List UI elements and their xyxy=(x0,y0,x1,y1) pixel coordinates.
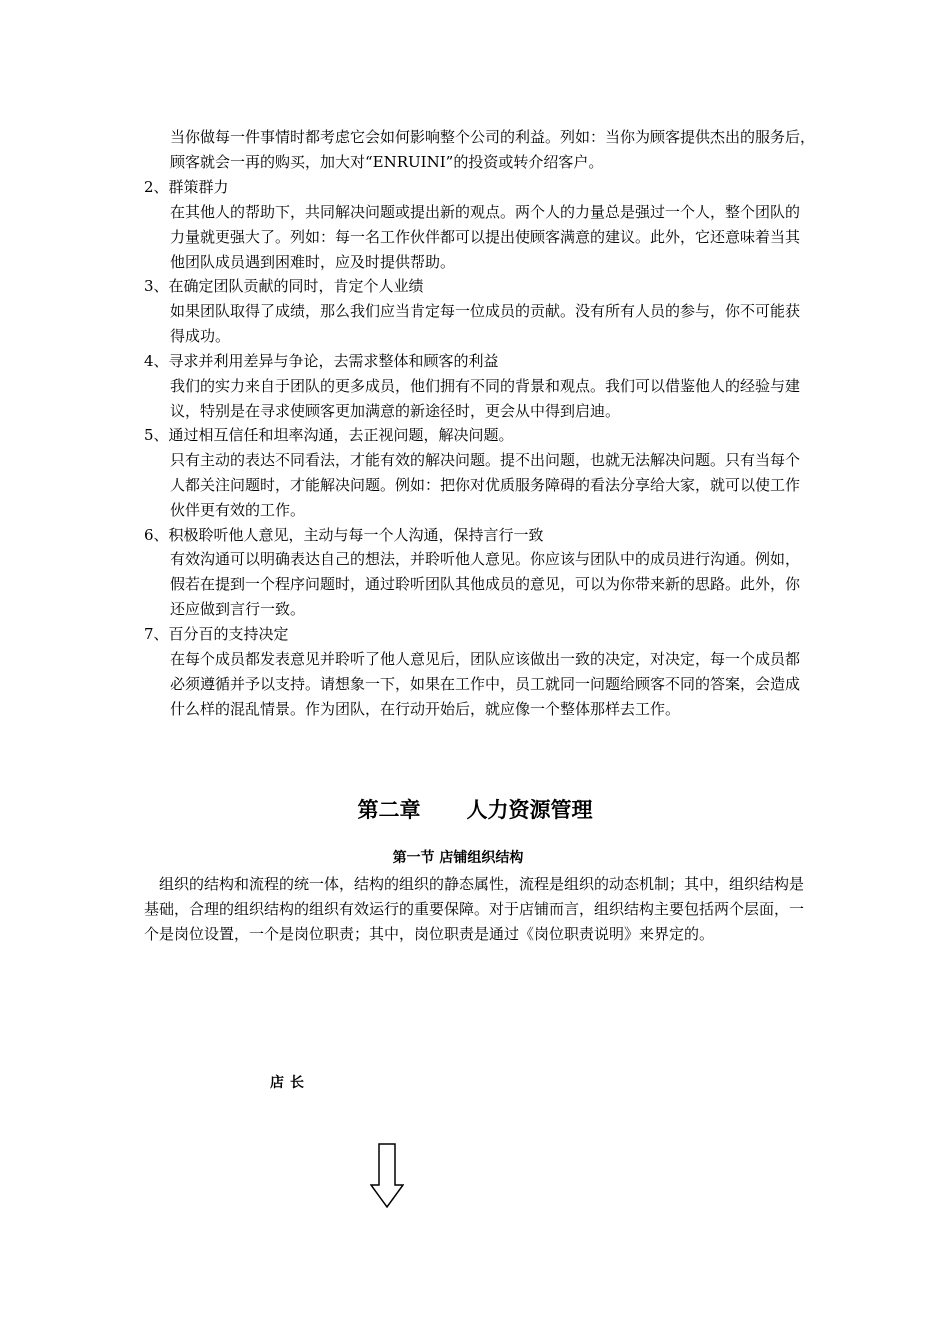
item-heading: 4、寻求并利用差异与争论，去需求整体和顾客的利益 xyxy=(144,352,499,370)
item-heading: 7、百分百的支持决定 xyxy=(144,625,289,643)
section-paragraph-line: 个是岗位设置，一个是岗位职责；其中，岗位职责是通过《岗位职责说明》来界定的。 xyxy=(144,925,715,943)
item-heading: 5、通过相互信任和坦率沟通，去正视问题，解决问题。 xyxy=(144,426,514,444)
section-title: 第一节 店铺组织结构 xyxy=(392,850,524,866)
item-line: 得成功。 xyxy=(170,327,231,345)
item-line: 他团队成员遇到困难时，应及时提供帮助。 xyxy=(170,253,456,271)
item-line: 人都关注问题时，才能解决问题。例如：把你对优质服务障碍的看法分享给大家，就可以使工作 xyxy=(170,476,801,494)
intro-line: 当你做每一件事情时都考虑它会如何影响整个公司的利益。列如：当你为顾客提供杰出的服务后， xyxy=(170,128,816,146)
item-line: 假若在提到一个程序问题时，通过聆听团队其他成员的意见，可以为你带来新的思路。此外，你 xyxy=(170,575,801,593)
org-role-store-manager: 店长 xyxy=(270,1075,310,1091)
item-line: 在每个成员都发表意见并聆听了他人意见后，团队应该做出一致的决定，对决定，每一个成员都 xyxy=(170,650,801,668)
item-line: 我们的实力来自于团队的更多成员，他们拥有不同的背景和观点。我们可以借鉴他人的经验与建 xyxy=(170,377,801,395)
chapter-title: 人力资源管理 xyxy=(466,798,593,822)
item-line: 还应做到言行一致。 xyxy=(170,600,306,618)
intro-line: 顾客就会一再的购买，加大对“ENRUINI”的投资或转介绍客户。 xyxy=(170,153,604,171)
item-line: 力量就更强大了。列如：每一名工作伙伴都可以提出使顾客满意的建议。此外，它还意味着当其 xyxy=(170,228,801,246)
item-line: 议，特别是在寻求使顾客更加满意的新途径时，更会从中得到启迪。 xyxy=(170,402,621,420)
item-line: 必须遵循并予以支持。请想象一下，如果在工作中，员工就同一问题给顾客不同的答案，会造成 xyxy=(170,675,801,693)
item-line: 什么样的混乱情景。作为团队，在行动开始后，就应像一个整体那样去工作。 xyxy=(170,700,681,718)
item-line: 伙伴更有效的工作。 xyxy=(170,501,306,519)
chapter-number: 第二章 xyxy=(357,798,421,822)
section-paragraph-line: 组织的结构和流程的统一体，结构的组织的静态属性，流程是组织的动态机制；其中，组织结构是 xyxy=(144,875,805,893)
item-line: 只有主动的表达不同看法，才能有效的解决问题。提不出问题，也就无法解决问题。只有当每个 xyxy=(170,451,801,469)
chapter-heading xyxy=(0,796,950,824)
item-line: 有效沟通可以明确表达自己的想法，并聆听他人意见。你应该与团队中的成员进行沟通。例如， xyxy=(170,550,801,568)
item-heading: 2、群策群力 xyxy=(144,178,229,196)
arrow-down-icon xyxy=(370,1143,404,1213)
item-heading: 6、积极聆听他人意见，主动与每一个人沟通，保持言行一致 xyxy=(144,526,544,544)
item-line: 如果团队取得了成绩，那么我们应当肯定每一位成员的贡献。没有所有人员的参与，你不可能获 xyxy=(170,302,801,320)
section-paragraph-line: 基础，合理的组织结构的组织有效运行的重要保障。对于店铺而言，组织结构主要包括两个层面，一 xyxy=(144,900,805,918)
item-heading: 3、在确定团队贡献的同时，肯定个人业绩 xyxy=(144,277,424,295)
item-line: 在其他人的帮助下，共同解决问题或提出新的观点。两个人的力量总是强过一个人，整个团队的 xyxy=(170,203,801,221)
